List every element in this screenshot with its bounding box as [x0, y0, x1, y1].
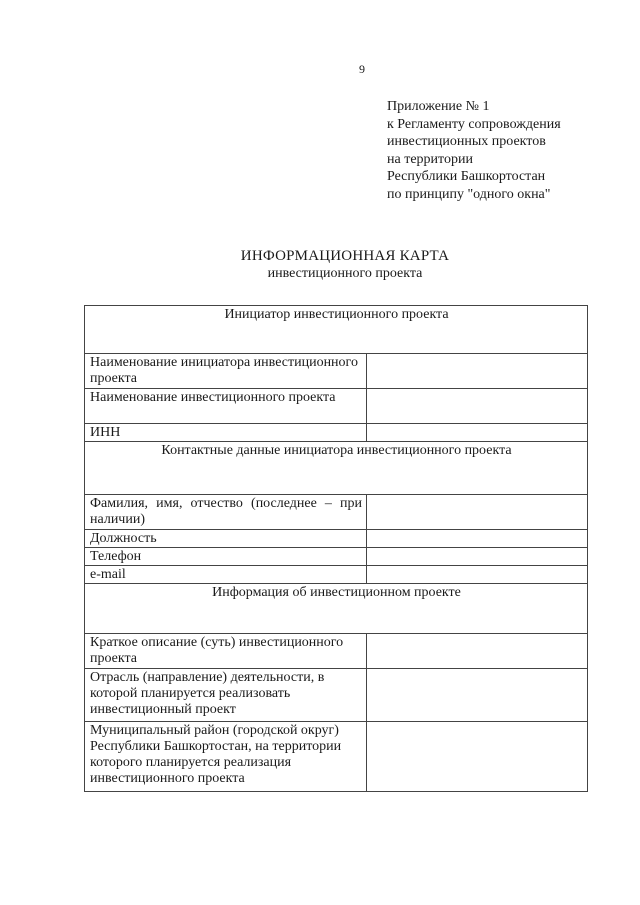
field-value-project-description[interactable]: [367, 634, 588, 669]
field-label-phone: Телефон: [85, 548, 367, 566]
field-value-municipality[interactable]: [367, 722, 588, 792]
field-label-email: e-mail: [85, 566, 367, 584]
field-value-phone[interactable]: [367, 548, 588, 566]
field-label-project-name: Наименование инвестиционного проекта: [85, 389, 367, 424]
field-label-inn: ИНН: [85, 424, 367, 442]
field-value-initiator-name[interactable]: [367, 354, 588, 389]
field-label-municipality: Муниципальный район (городской округ) Республики Башкортостан, на территории которого планируется реализация инвестиционного проекта: [85, 722, 367, 792]
document-subtitle: инвестиционного проекта: [267, 266, 423, 281]
document-title: ИНФОРМАЦИОННАЯ КАРТА: [240, 248, 450, 264]
field-label-position: Должность: [85, 530, 367, 548]
section-heading-contacts: Контактные данные инициатора инвестиционного проекта: [85, 442, 588, 495]
field-value-inn[interactable]: [367, 424, 588, 442]
appendix-line: по принципу "одного окна": [387, 186, 551, 202]
appendix-line: инвестиционных проектов: [387, 134, 546, 149]
section-heading-initiator: Инициатор инвестиционного проекта: [85, 306, 588, 354]
appendix-line: Приложение № 1: [387, 99, 490, 114]
section-heading-project: Информация об инвестиционном проекте: [85, 584, 588, 634]
field-value-position[interactable]: [367, 530, 588, 548]
page-number: 9: [359, 62, 365, 76]
field-value-email[interactable]: [367, 566, 588, 584]
appendix-line: на территории: [387, 151, 473, 167]
field-label-industry: Отрасль (направление) деятельности, в которой планируется реализовать инвестиционный проект: [85, 669, 367, 722]
field-value-industry[interactable]: [367, 669, 588, 722]
information-card-table: [84, 305, 588, 792]
field-value-project-name[interactable]: [367, 389, 588, 424]
appendix-note: [387, 98, 561, 203]
field-value-full-name[interactable]: [367, 495, 588, 530]
field-label-full-name: Фамилия, имя, отчество (последнее – при наличии): [85, 495, 367, 530]
field-label-initiator-name: Наименование инициатора инвестиционного проекта: [85, 354, 367, 389]
appendix-line: к Регламенту сопровождения: [387, 116, 561, 132]
appendix-line: Республики Башкортостан: [387, 169, 546, 184]
field-label-project-description: Краткое описание (суть) инвестиционного проекта: [85, 634, 367, 669]
